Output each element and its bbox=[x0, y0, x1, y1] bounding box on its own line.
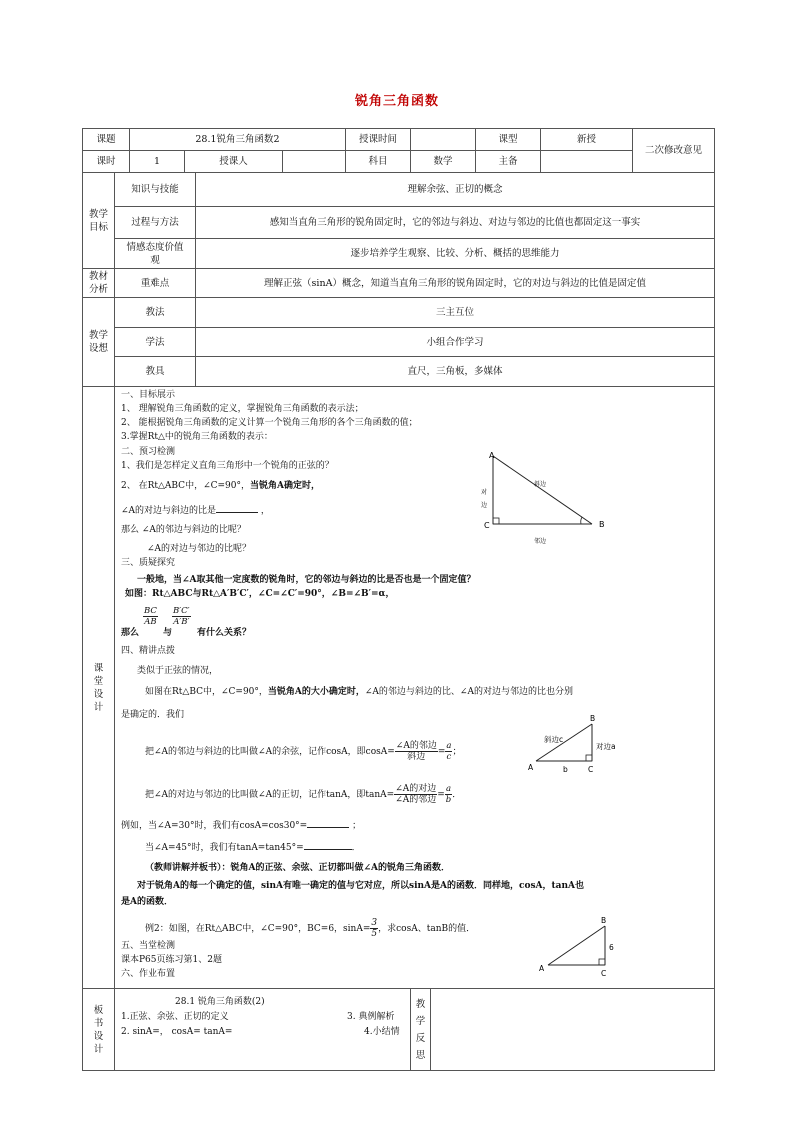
section-explain-heading: 四、精讲点拨 bbox=[121, 646, 176, 656]
plan-key-method: 教法 bbox=[145, 307, 165, 318]
board-item-2: 2. sinA=， cosA= tanA= bbox=[121, 1027, 233, 1037]
value-subject: 数学 bbox=[433, 156, 453, 167]
function-statement-1: 对于锐角A的每一个确定的值，sinA有唯一确定的值与它对应，所以sinA是A的函数．同样地，cosA，tanA也 bbox=[137, 881, 585, 891]
section-preview-heading: 二、预习检测 bbox=[121, 447, 176, 457]
explain-line-1: 如图在Rt△BC中，∠C=90°，当锐角A的大小确定时，∠A的邻边与斜边的比、∠A的对边与邻边的比也分别 bbox=[145, 687, 573, 697]
explain-line-2: 是确定的．我们 bbox=[121, 710, 185, 720]
plan-value-learning: 小组合作学习 bbox=[426, 336, 484, 348]
section-homework-heading: 六、作业布置 bbox=[121, 969, 176, 979]
fig3-label-six: 6 bbox=[609, 943, 614, 952]
fig1-label-c: C bbox=[484, 521, 490, 530]
plan-value-method: 三主互位 bbox=[435, 307, 474, 318]
teacher-board-note: （教师讲解并板书）：锐角A的正弦、余弦、正切都叫做∠A的锐角三角函数． bbox=[145, 863, 451, 873]
fig2-label-c: C bbox=[588, 765, 594, 774]
label-textbook-analysis: 教材分析 bbox=[89, 271, 109, 295]
fig1-label-b: B bbox=[599, 520, 605, 529]
label-teacher: 授课人 bbox=[219, 156, 248, 167]
explain-intro: 类似于正弦的情况， bbox=[137, 666, 219, 676]
label-teach-time: 授课时间 bbox=[358, 134, 397, 145]
example-2: 例2：如图，在Rt△ABC中，∠C=90°，BC=6，sinA= $\frac{3}{5}$ ，求cosA、tanB的值． bbox=[145, 918, 476, 939]
function-statement-2: 是A的函数． bbox=[121, 897, 173, 907]
goal-item-3: 3.掌握Rt△中的锐角三角函数的表示： bbox=[121, 432, 273, 442]
goal-item-1: 1、 理解锐角三角函数的定义，掌握锐角三角函数的表示法； bbox=[121, 404, 364, 414]
triangle-figure-3 bbox=[535, 913, 625, 977]
fig1-label-adjacent: 邻边 bbox=[534, 538, 547, 545]
board-title: 28.1 锐角三角函数(2) bbox=[175, 997, 265, 1007]
preview-question-opposite: ∠A的对边与邻边的比呢？ bbox=[147, 544, 252, 554]
document-title: 锐角三角函数 bbox=[354, 94, 439, 109]
section-goals-heading: 一、目标展示 bbox=[121, 390, 176, 400]
goal-item-2: 2、 能根据锐角三角函数的定义计算一个锐角三角形的各个三角函数的值； bbox=[121, 418, 418, 428]
fraction-bc-ab-prime: $\frac{B'C'}{A'B'}$ bbox=[173, 606, 190, 627]
goal-key-attitude: 情感态度价值观 bbox=[126, 241, 184, 266]
label-subject: 科目 bbox=[368, 156, 388, 167]
label-class-design: 课堂设计 bbox=[93, 662, 104, 713]
label-teaching-goals: 教学目标 bbox=[89, 208, 109, 233]
explore-relation-b: 与 bbox=[163, 628, 173, 638]
preview-question-adjacent: 那么 ∠A的邻边与斜边的比呢？ bbox=[121, 525, 246, 535]
fig1-angle-b-mark bbox=[581, 517, 582, 524]
fig3-label-b: B bbox=[601, 916, 607, 925]
goal-key-knowledge: 知识与技能 bbox=[131, 184, 179, 195]
preview-question-2-ratio: ∠A的对边与斜边的比是 ， bbox=[121, 503, 270, 517]
plan-value-tools: 直尺，三角板，多媒体 bbox=[407, 366, 503, 377]
label-board-design: 板书设计 bbox=[93, 1004, 104, 1055]
fig3-label-c: C bbox=[601, 969, 607, 977]
fig2-right-angle-mark bbox=[586, 755, 592, 761]
fig3-right-angle-mark bbox=[599, 959, 605, 965]
fig1-label-opposite-2: 边 bbox=[481, 502, 488, 509]
goal-value-attitude: 逐步培养学生观察、比较、分析、概括的思维能力 bbox=[350, 248, 560, 259]
value-topic: 28.1锐角三角函数2 bbox=[195, 134, 280, 145]
value-periods: 1 bbox=[153, 156, 161, 167]
label-topic: 课题 bbox=[96, 134, 116, 145]
fig3-label-a: A bbox=[539, 964, 545, 973]
fig1-label-hypotenuse: 斜边 bbox=[534, 481, 547, 488]
section-check-heading: 五、当堂检测 bbox=[121, 941, 176, 951]
fig1-label-opposite-1: 对 bbox=[481, 489, 488, 496]
plan-key-tools: 教具 bbox=[145, 366, 165, 377]
fig1-side-ab bbox=[493, 456, 592, 524]
cosine-definition: 把∠A的邻边与斜边的比叫做∠A的余弦，记作cosA，即cosA= $\frac{\text{∠A的邻边}}{\text{斜边}}$ = $\frac{a}{c}$ ； bbox=[145, 741, 462, 762]
key-difficulties: 重难点 bbox=[140, 277, 170, 289]
goal-value-process: 感知当直角三角形的锐角固定时，它的邻边与斜边、对边与邻边的比值也都固定这一事实 bbox=[269, 217, 641, 228]
label-lesson-type: 课型 bbox=[498, 134, 518, 145]
fig2-label-opposite: 对边a bbox=[596, 742, 616, 751]
triangle-figure-2 bbox=[522, 712, 634, 776]
fig2-label-b-side: b bbox=[563, 765, 568, 774]
label-lead-preparer: 主备 bbox=[498, 156, 518, 167]
triangle-figure-1 bbox=[476, 448, 618, 546]
fig1-right-angle-mark bbox=[493, 518, 499, 524]
answer-blank bbox=[216, 503, 258, 513]
check-exercise: 课本P65页练习第1、2题 bbox=[121, 955, 222, 965]
label-revision-note: 二次修改意见 bbox=[644, 145, 702, 156]
goal-value-knowledge: 理解余弦、正切的概念 bbox=[407, 184, 503, 195]
explore-question: 一般地，当∠A取其他一定度数的锐角时，它的邻边与斜边的比是否也是一个固定值？ bbox=[137, 575, 476, 585]
goal-key-process: 过程与方法 bbox=[131, 217, 179, 228]
explore-relation-a: 那么 bbox=[121, 628, 140, 638]
tangent-definition: 把∠A的对边与邻边的比叫做∠A的正切，记作tanA，即tanA= $\frac{\text{∠A的对边}}{\text{∠A的邻边}}$ = $\frac{a}{b}$ ． bbox=[145, 784, 462, 805]
value-difficulties: 理解正弦（sinA）概念，知道当直角三角形的锐角固定时，它的对边与斜边的比值是固定值 bbox=[264, 277, 646, 289]
fig2-label-hypotenuse: 斜边c bbox=[544, 735, 564, 744]
explore-relation-c: 有什么关系？ bbox=[197, 628, 252, 638]
section-explore-heading: 三、质疑探究 bbox=[121, 558, 176, 568]
fig2-label-a: A bbox=[528, 763, 534, 772]
fraction-bc-ab: $\frac{BC}{AB}$ bbox=[144, 606, 157, 627]
plan-key-learning: 学法 bbox=[145, 336, 165, 348]
label-teaching-plan: 教学设想 bbox=[89, 330, 109, 354]
explore-figures: 如图：Rt△ABC与Rt△A′B′C′，∠C=∠C′=90°，∠B=∠B′=α， bbox=[125, 589, 395, 599]
board-item-4: 4.小结情 bbox=[364, 1027, 400, 1037]
label-teaching-reflection: 教学反思 bbox=[415, 998, 426, 1061]
board-item-3: 3. 典例解析 bbox=[347, 1012, 395, 1022]
preview-question-2: 2、 在Rt△ABC中，∠C=90°，当锐角A确定时， bbox=[121, 481, 320, 491]
fig3-side-ab bbox=[548, 926, 605, 965]
preview-question-1: 1、我们是怎样定义直角三角形中一个锐角的正弦的？ bbox=[121, 461, 334, 471]
example-cos30: 例如，当∠A=30°时，我们有cosA=cos30°= ； bbox=[121, 818, 361, 832]
fig1-label-a: A bbox=[489, 451, 495, 460]
value-lesson-type: 新授 bbox=[576, 134, 596, 145]
fig2-label-b: B bbox=[590, 714, 596, 723]
example-tan45: 当∠A=45°时，我们有tanA=tan45°= ． bbox=[145, 840, 361, 854]
label-periods: 课时 bbox=[96, 156, 116, 167]
board-item-1: 1.正弦、余弦、正切的定义 bbox=[121, 1012, 229, 1022]
